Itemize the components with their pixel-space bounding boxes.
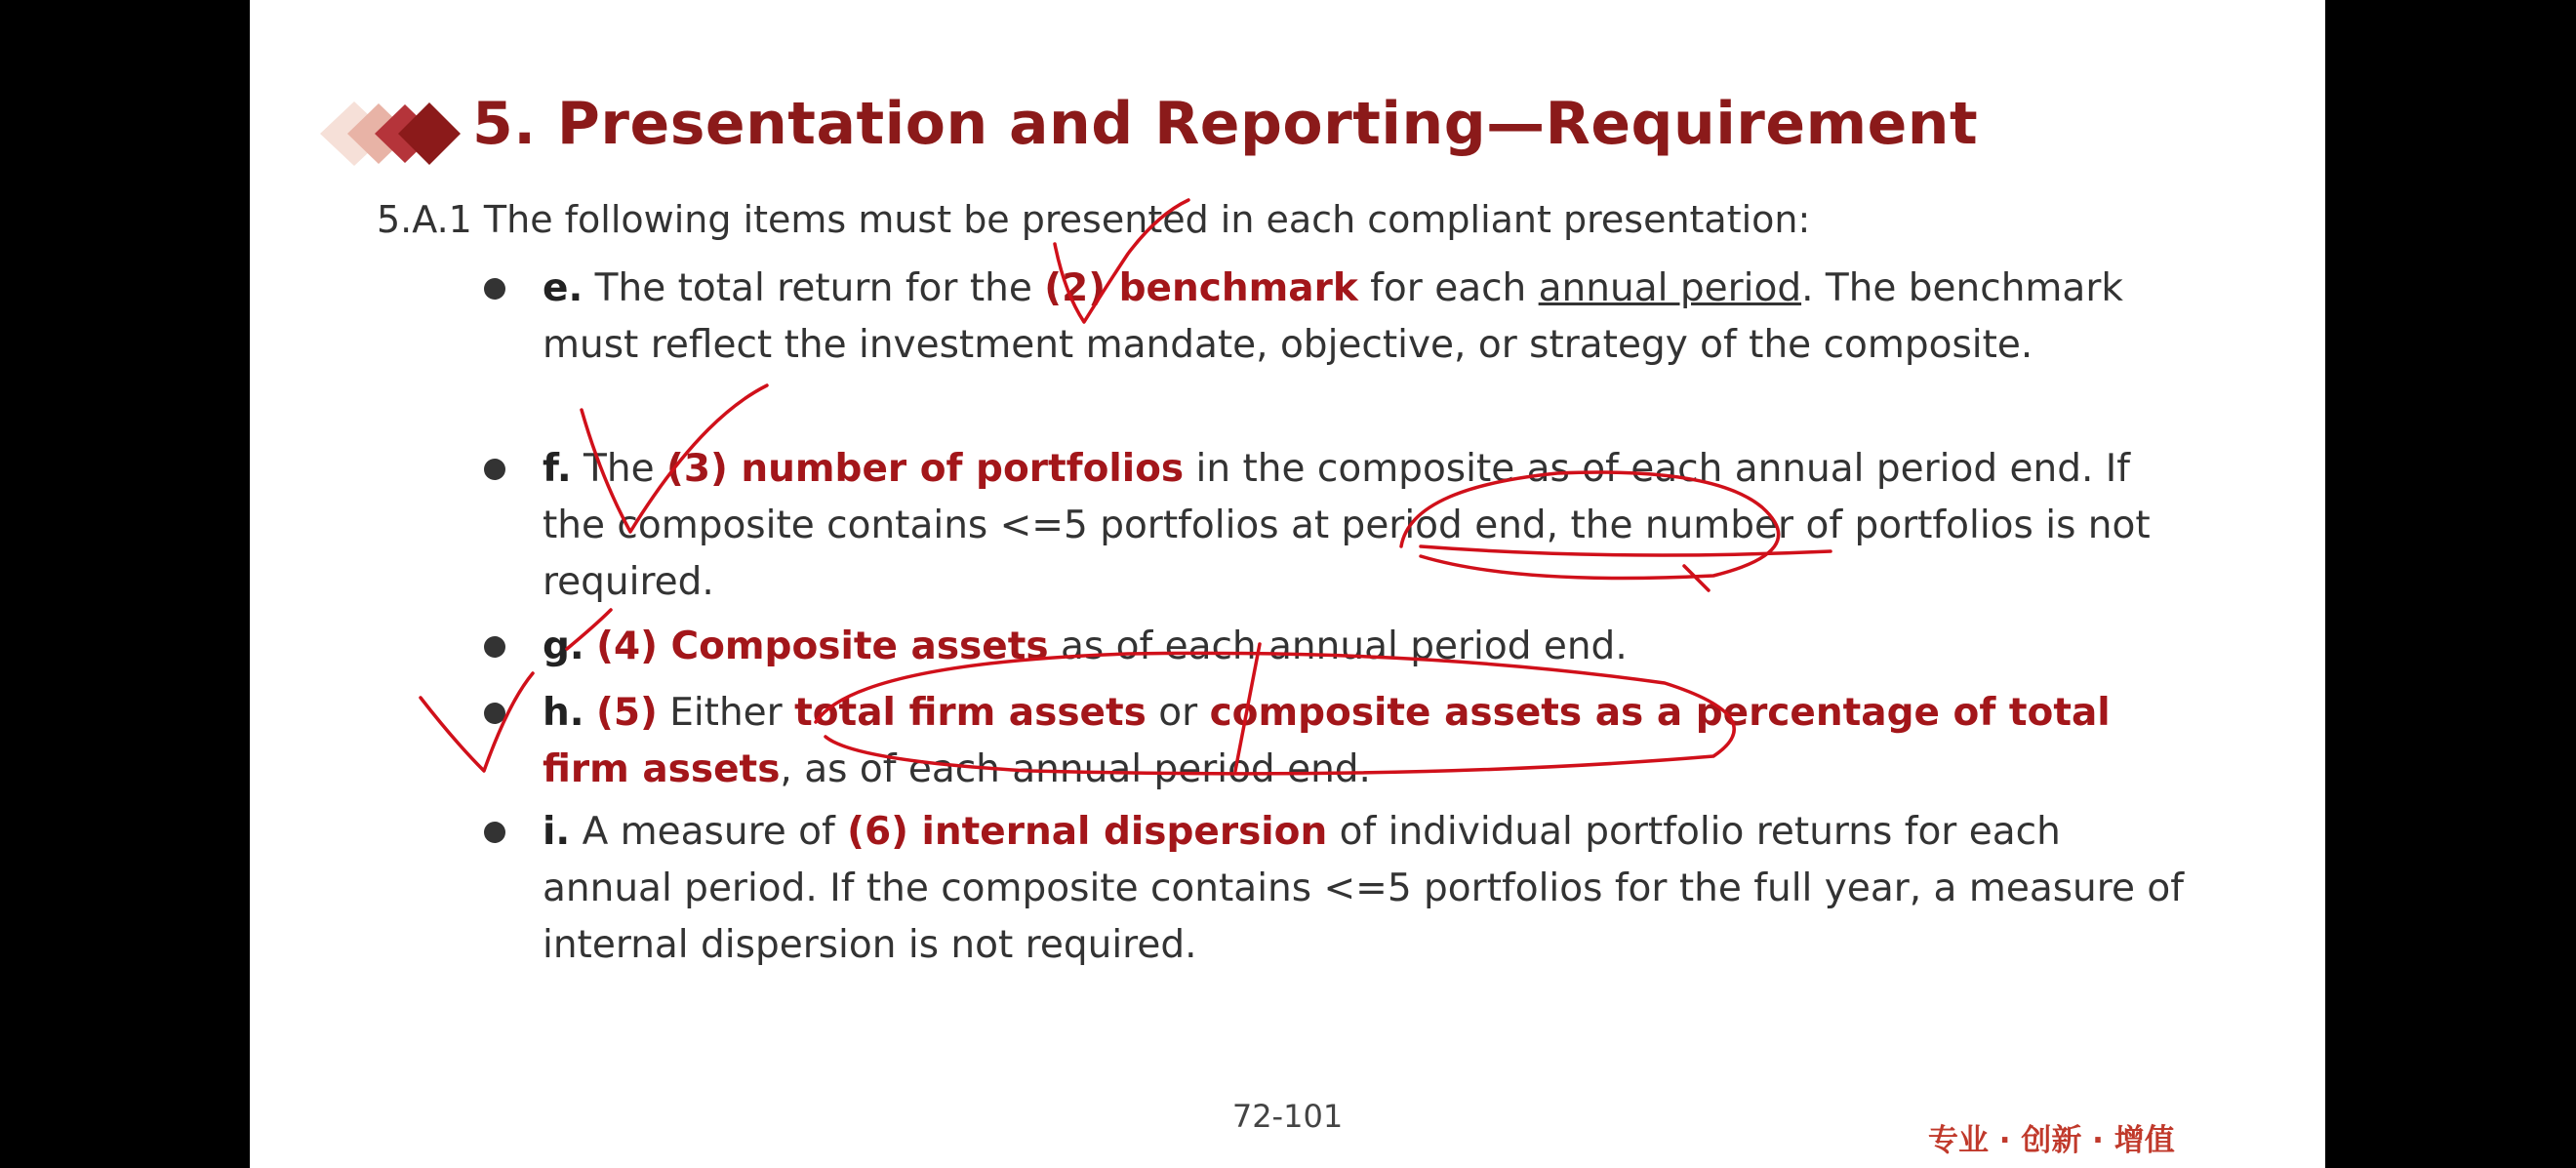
item-highlight: (3) number of portfolios: [666, 447, 1185, 491]
bullet-dot-icon: [484, 636, 505, 658]
footer-brand: 专业 · 创新 · 增值: [1928, 1123, 2175, 1158]
item-highlight: (6) internal dispersion: [847, 810, 1328, 854]
item-highlight: (4) Composite assets: [596, 624, 1049, 668]
list-item-i: [543, 804, 2201, 974]
item-text: The: [571, 447, 666, 491]
bullet-dot-icon: [484, 822, 505, 843]
item-key: h.: [543, 691, 584, 735]
item-text: A measure of: [570, 810, 848, 854]
page-number: 72-101: [1231, 1098, 1344, 1135]
item-text: of individual portfolio returns for each annual period. If the composite contains <=5 portfolios for the full year, a measure of internal dispersion is not required.: [543, 810, 2184, 967]
item-text: or: [1146, 691, 1210, 735]
item-key: f.: [543, 447, 572, 491]
item-highlight: composite assets as a percentage of total firm assets: [543, 691, 2111, 791]
item-highlight: (5): [596, 691, 658, 735]
slide-title: 5. Presentation and Reporting—Requirement: [472, 90, 1979, 158]
item-text: for each: [1357, 266, 1539, 310]
list-item-h: [543, 685, 2201, 798]
checkmark-icon: [421, 673, 533, 771]
item-text: [584, 691, 596, 735]
item-key: g.: [543, 624, 584, 668]
item-text: in the composite as of each annual period end. If the composite contains <=5 portfolios at period end, the number of portfolios is not required.: [543, 447, 2151, 604]
bullet-dot-icon: [484, 459, 505, 480]
item-text: as of each annual period end.: [1048, 624, 1628, 668]
item-highlight: total firm assets: [794, 691, 1147, 735]
item-key: i.: [543, 810, 571, 854]
item-highlight: (2) benchmark: [1044, 266, 1358, 310]
item-text: . The benchmark must reflect the investment mandate, objective, or strategy of the composite.: [543, 266, 2123, 367]
item-underlined: annual period: [1538, 266, 1802, 310]
list-item-e: [543, 261, 2201, 374]
bullet-dot-icon: [484, 278, 505, 300]
item-text: , as of each annual period end.: [780, 747, 1371, 791]
list-item-f: [543, 441, 2201, 611]
item-text: The total return for the: [583, 266, 1045, 310]
intro-text: 5.A.1 The following items must be presented in each compliant presentation:: [377, 198, 1811, 241]
item-text: [584, 624, 596, 668]
title-diamond-icon: [310, 90, 466, 178]
list-item-g: [543, 619, 2201, 675]
bullet-dot-icon: [484, 703, 505, 724]
item-key: e.: [543, 266, 584, 310]
slide: [250, 0, 2325, 1168]
item-text: Either: [657, 691, 795, 735]
